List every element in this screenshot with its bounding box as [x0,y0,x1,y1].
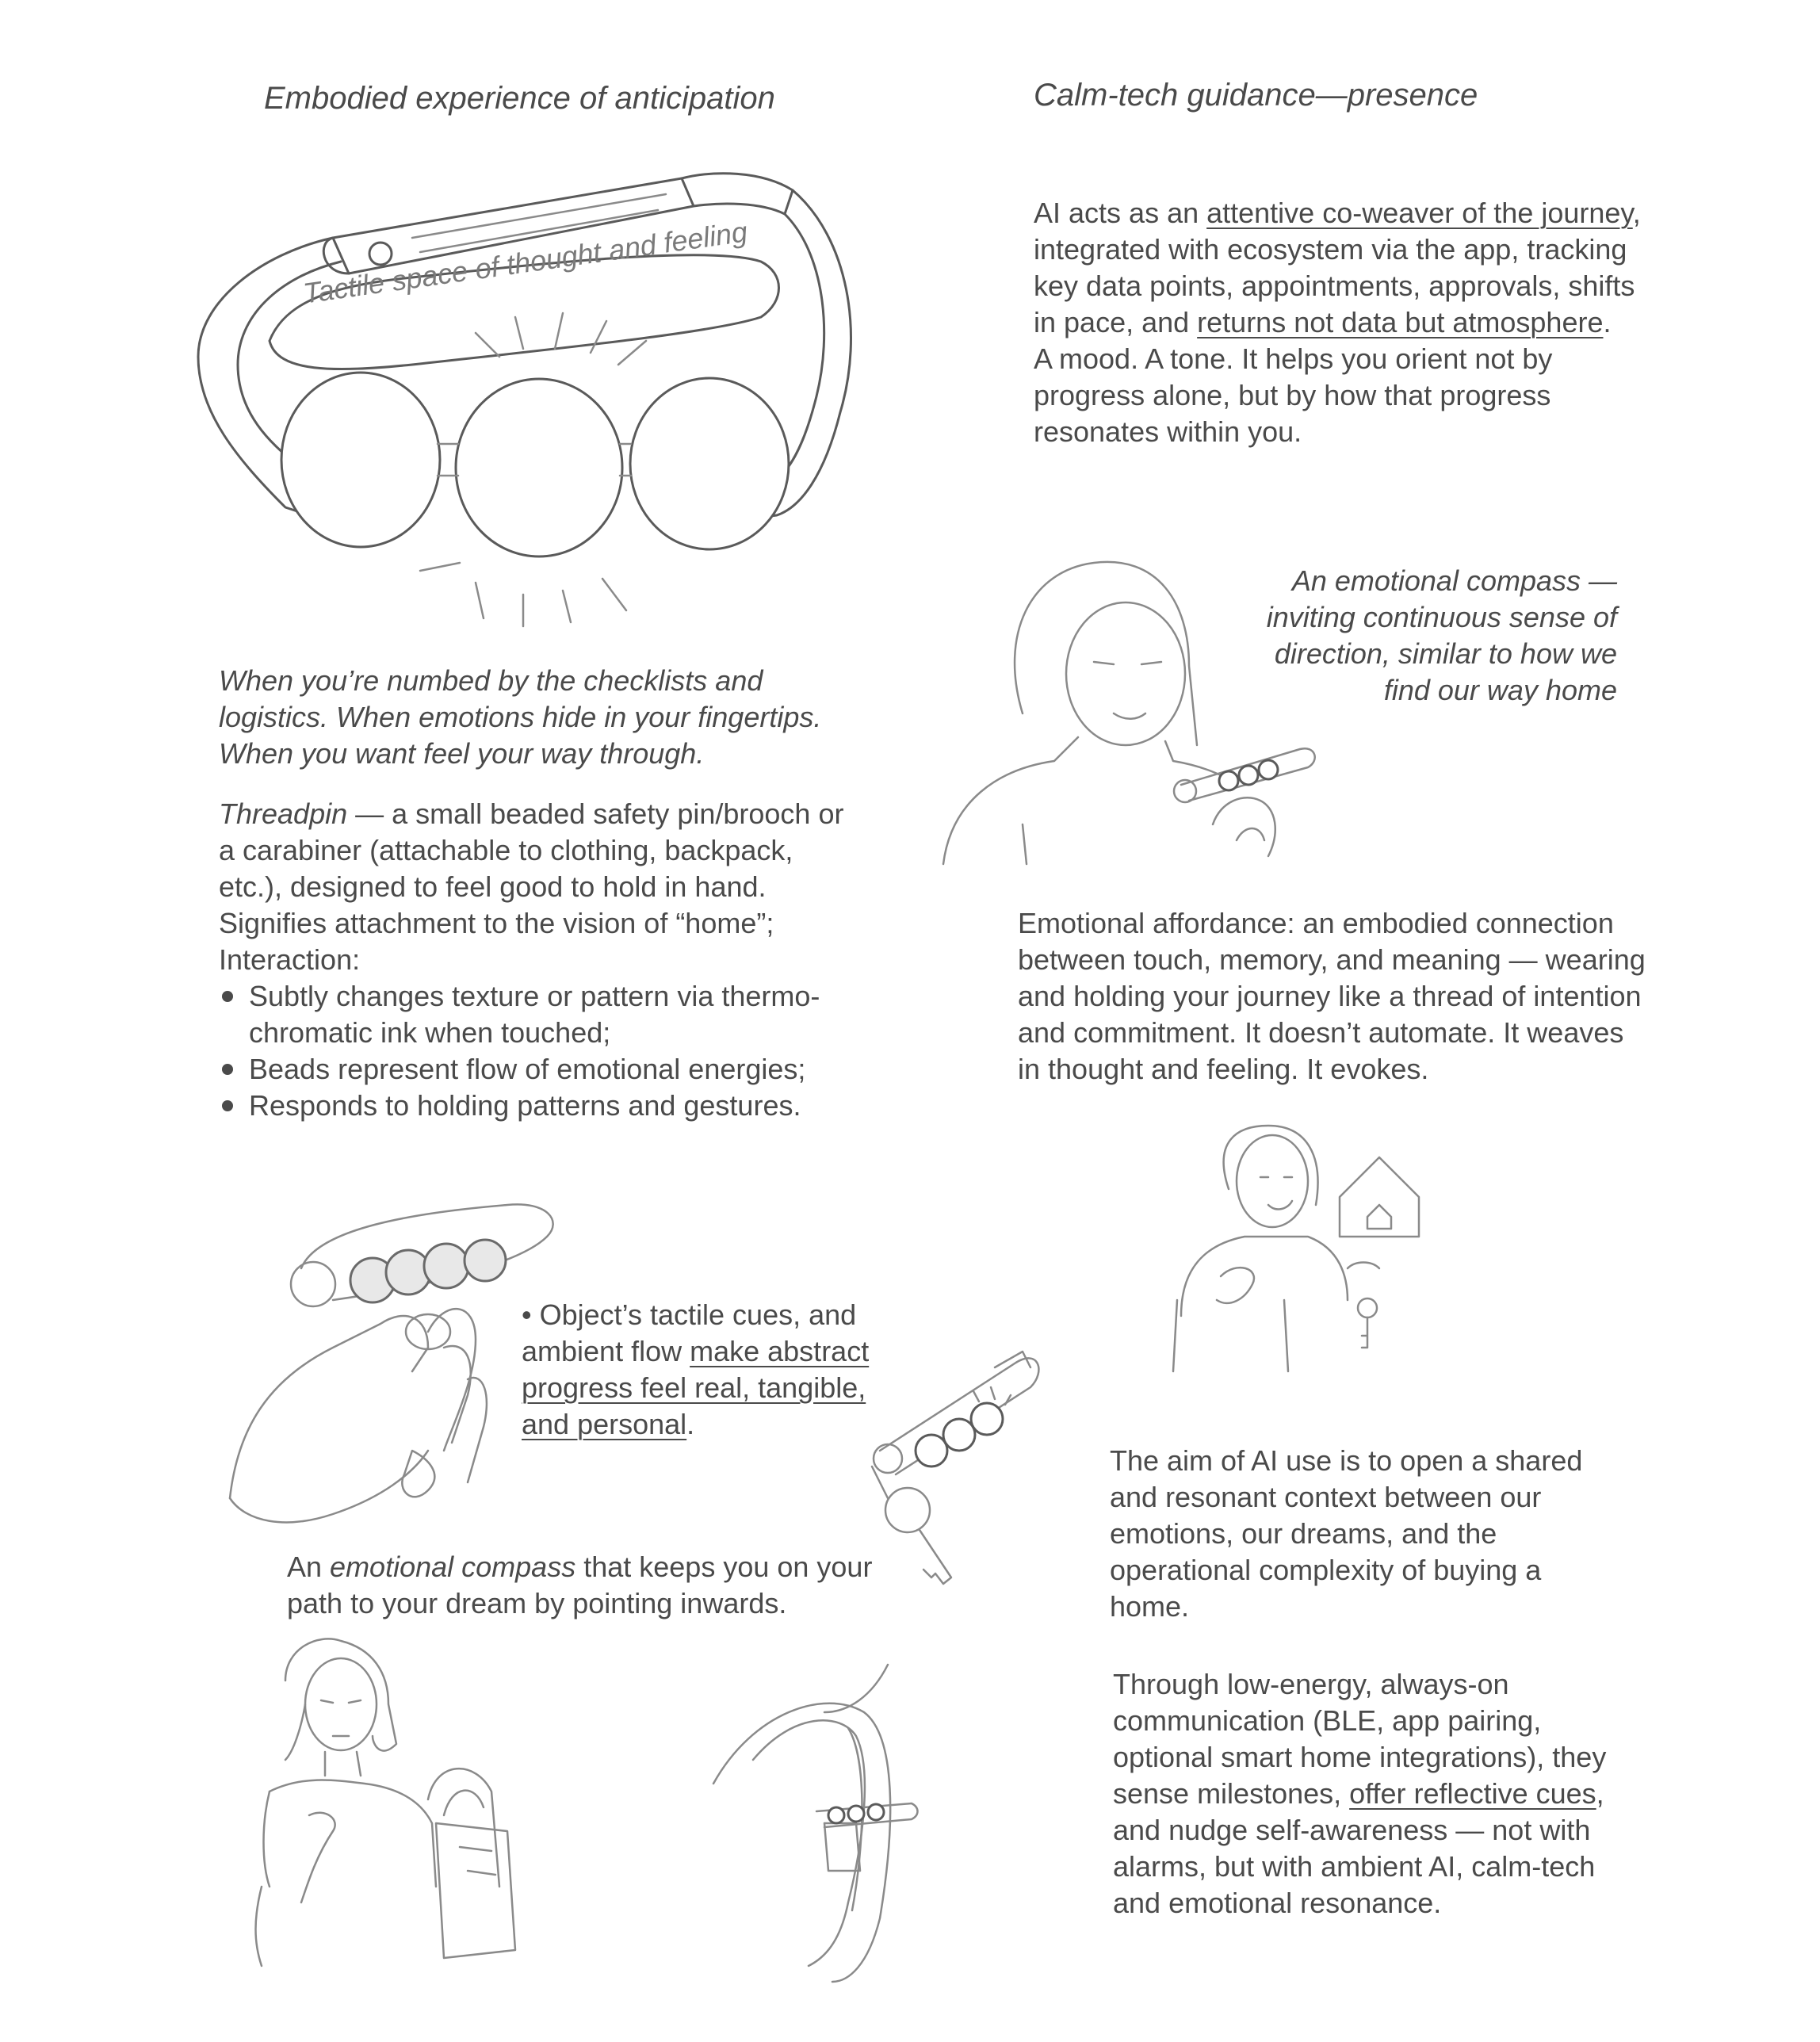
compass-suffix: that keeps you on your path to your dream by pointing inwards. [287,1551,873,1619]
ble-link: offer reflective cues [1349,1777,1596,1810]
interaction-label: Interaction: [219,943,361,976]
compass-quote-line: find our way home [1383,674,1617,706]
ai-suffix: . [1603,306,1612,338]
right-heading: Calm-tech guidance—presence [1034,78,1478,113]
intro-line: When you’re numbed by the checklists and [219,664,763,697]
bullet-item: Responds to holding patterns and gestures. [219,1088,853,1124]
ai-prefix: AI acts as an [1034,197,1207,229]
ble-prefix: Through low-energy, always-on communication (BLE, app pairing, optional smart home integrations), they sense milestones, [1113,1668,1607,1810]
compass-quote-line: direction, similar to how we [1274,637,1617,670]
signifies-text: Signifies attachment to the vision of “home”; [219,907,774,939]
compass-em: emotional compass [330,1551,576,1583]
intro-line: When you want feel your way through. [219,737,705,770]
threadpin-name: Threadpin [219,797,348,830]
cue-link: make abstract progress feel real, tangible, and personal [522,1335,870,1440]
affordance-text: Emotional affordance: an embodied connection between touch, memory, and meaning — wearing and holding your journey like a thread of intention and commitment. It doesn’t automate. It weaves in thought and feeling. It evokes. [1018,907,1646,1085]
cue-prefix: • Object’s tactile cues, and ambient flow [522,1298,857,1367]
ble-suffix: , and nudge self-awareness — not with alarms, but with ambient AI, calm-tech and emotional resonance. [1113,1777,1604,1919]
compass-quote-line: inviting continuous sense of [1266,601,1617,633]
cue-suffix: . [686,1408,695,1440]
left-heading: Embodied experience of anticipation [264,81,775,116]
ai-aim-text: The aim of AI use is to open a shared and resonant context between our emotions, our dreams, and the operational complexity of buying a home. [1110,1444,1583,1623]
ai-link-atmosphere: returns not data but atmosphere [1197,306,1604,338]
ai-mid: , integrated with ecosystem via the app, tracking key data points, appointments, approvals, shifts in pace, and [1034,197,1641,338]
intro-line: logistics. When emotions hide in your fingertips. [219,701,822,733]
ble-text [1113,1666,1620,1922]
bullet-item: Subtly changes texture or pattern via thermo-chromatic ink when touched; [219,978,853,1051]
bullet-item: Beads represent flow of emotional energies; [219,1051,853,1088]
carabiner-label: Tactile space of thought and feeling [301,215,750,310]
ai-link-coweaver: attentive co-weaver of the journey [1206,197,1633,229]
threadpin-desc: — a small beaded safety pin/brooch or a carabiner (attachable to clothing, backpack, etc.), designed to feel good to hold in hand. [219,797,844,903]
compass-prefix: An [287,1551,331,1583]
compass-quote-line: An emotional compass — [1291,564,1617,597]
ai-mood-text: A mood. A tone. It helps you orient not by progress alone, but by how that progress resonates within you. [1034,342,1553,448]
